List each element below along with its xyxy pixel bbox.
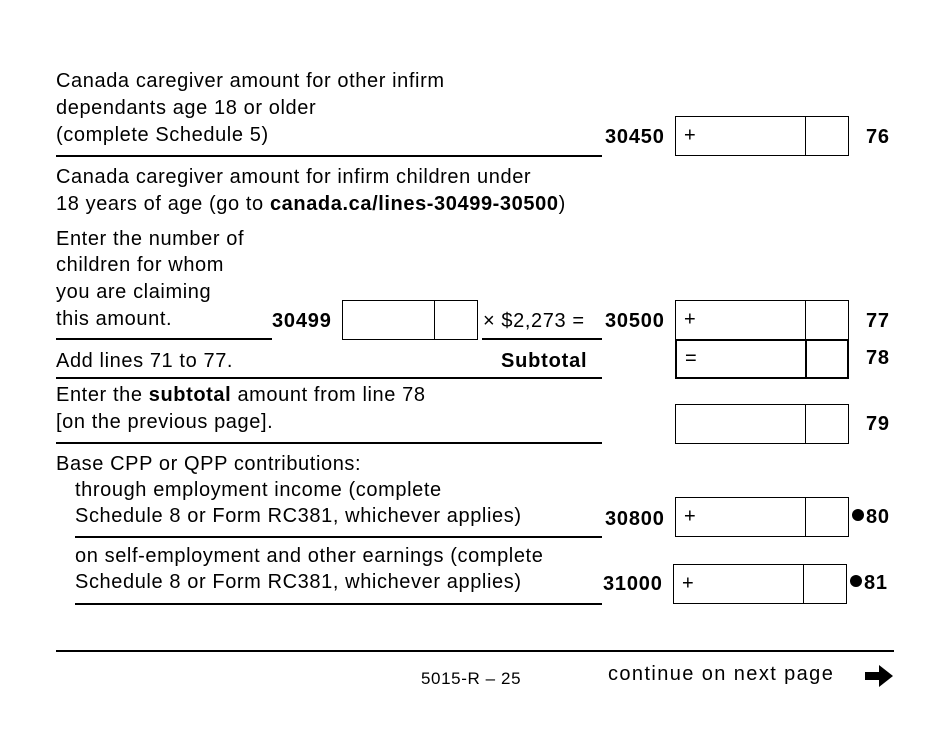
line80-amount-input[interactable]	[675, 497, 849, 537]
line80-label-1: through employment income (complete	[75, 479, 442, 501]
line80-number	[852, 504, 890, 530]
line78-underline	[56, 377, 602, 379]
line80-label-2: Schedule 8 or Form RC381, whichever applies)	[75, 505, 522, 527]
line79-suffix: amount from line 78	[231, 384, 426, 406]
canada-link[interactable]: canada.ca/lines-30499-30500	[269, 193, 559, 215]
line79-label-1	[56, 382, 426, 408]
line81-label-2: Schedule 8 or Form RC381, whichever applies)	[75, 571, 522, 593]
line77-label-4: this amount.	[56, 308, 173, 330]
cents-divider	[805, 117, 806, 155]
cents-divider	[803, 565, 804, 603]
line76-label-3: (complete Schedule 5)	[56, 124, 269, 146]
line81-sign: +	[682, 572, 695, 595]
line76-label-2: dependants age 18 or older	[56, 97, 317, 119]
line79-prefix: Enter the	[56, 384, 149, 406]
bullet-icon	[852, 509, 864, 521]
line78-subtotal-input[interactable]	[675, 339, 849, 379]
line77-header-prefix: 18 years of age (go to	[56, 193, 270, 215]
line30499-code: 30499	[272, 310, 332, 332]
line79-number: 79	[866, 413, 890, 435]
line81-number-text: 81	[864, 572, 888, 594]
line77-label-2: children for whom	[56, 254, 225, 276]
cents-divider	[805, 498, 806, 536]
line77-header-suffix: )	[558, 193, 566, 215]
line79-amount-input[interactable]	[675, 404, 849, 444]
line79-underline	[56, 442, 602, 444]
line78-number: 78	[866, 347, 890, 369]
arrow-right-icon	[864, 664, 894, 688]
line77-header-1: Canada caregiver amount for infirm children under	[56, 166, 532, 188]
footer-rule	[56, 650, 894, 652]
line77-number: 77	[866, 310, 890, 332]
line76-underline	[56, 155, 602, 157]
line77-sign: +	[684, 308, 697, 331]
line76-sign: +	[684, 124, 697, 147]
bullet-icon	[850, 575, 862, 587]
line77-label-3: you are claiming	[56, 281, 212, 303]
cents-divider	[805, 341, 807, 377]
line81-amount-input[interactable]	[673, 564, 847, 604]
line77-underline-right	[482, 338, 602, 340]
line77-code: 30500	[605, 310, 665, 332]
line81-code: 31000	[603, 573, 663, 595]
multiplier-text: × $2,273 =	[483, 310, 585, 332]
line80-underline	[75, 536, 602, 538]
line80-code: 30800	[605, 508, 665, 530]
line76-number: 76	[866, 126, 890, 148]
subtotal-label: Subtotal	[501, 350, 588, 372]
line79-bold: subtotal	[148, 384, 232, 406]
line80-number-text: 80	[866, 506, 890, 528]
children-count-input[interactable]	[342, 300, 478, 340]
count-divider	[434, 301, 435, 339]
line78-sign: =	[685, 347, 698, 370]
cents-divider	[805, 405, 806, 443]
line77-header-2	[56, 191, 566, 217]
line80-sign: +	[684, 505, 697, 528]
line76-amount-input[interactable]	[675, 116, 849, 156]
page-reference: 5015-R – 25	[421, 669, 522, 688]
line77-amount-input[interactable]	[675, 300, 849, 340]
line77-underline-left	[56, 338, 272, 340]
line79-label-2: [on the previous page].	[56, 411, 274, 433]
line76-code: 30450	[605, 126, 665, 148]
continue-text: continue on next page	[608, 663, 835, 685]
line78-label: Add lines 71 to 77.	[56, 350, 234, 372]
cents-divider	[805, 301, 806, 339]
line81-number	[850, 570, 888, 596]
line81-underline	[75, 603, 602, 605]
line76-label-1: Canada caregiver amount for other infirm	[56, 70, 445, 92]
cpp-section-title: Base CPP or QPP contributions:	[56, 453, 362, 475]
line77-label-1: Enter the number of	[56, 228, 245, 250]
line81-label-1: on self-employment and other earnings (complete	[75, 545, 544, 567]
